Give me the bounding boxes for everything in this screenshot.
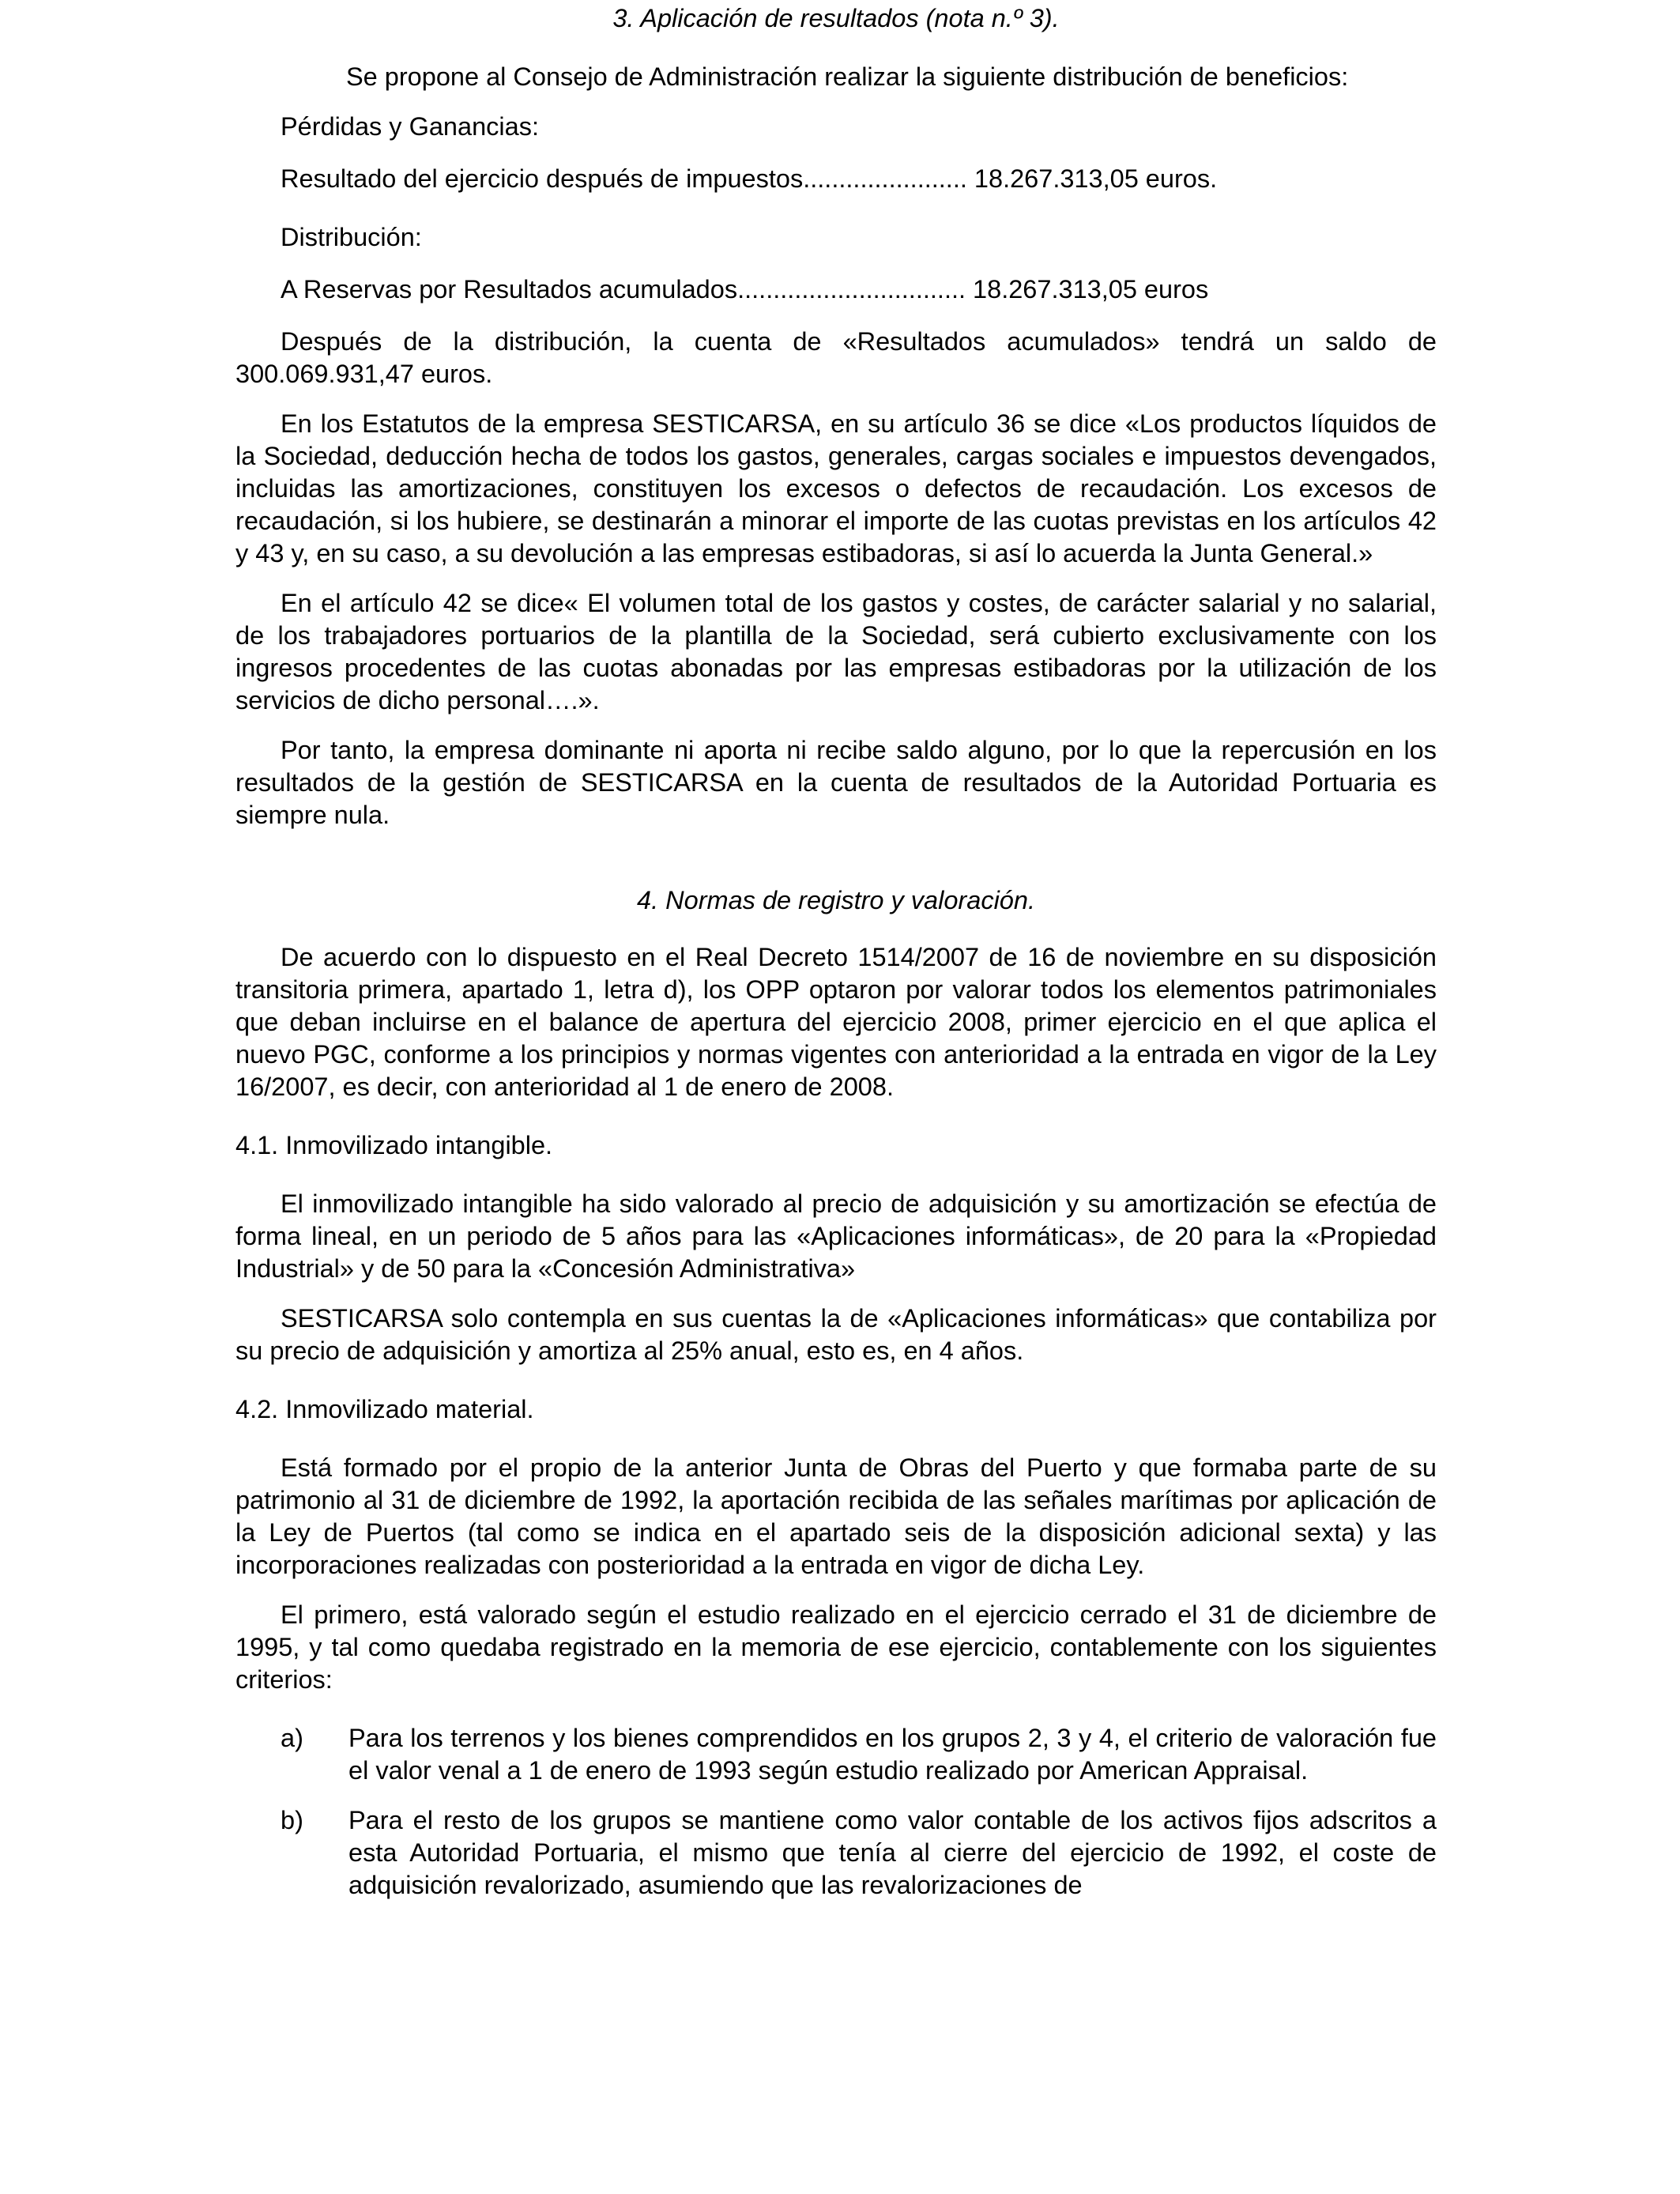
material-paragraph-1: Está formado por el propio de la anterior Junta de Obras del Puerto y que formaba parte de su patrimonio al 31 de diciembre de 1992, la aportación recibida de las señales marítimas por aplicación de la Ley de Puertos (tal como se indica en el apartado seis de la disposición adicional sexta) y las incorporaciones realizadas con posterioridad a la entrada en vigor de dicha Ley. bbox=[235, 1453, 1437, 1579]
resultado-line: Resultado del ejercicio después de impuestos....................... 18.267.313,05 euros. bbox=[281, 164, 1218, 193]
distribucion-label: Distribución: bbox=[281, 223, 422, 251]
decreto-paragraph: De acuerdo con lo dispuesto en el Real Decreto 1514/2007 de 16 de noviembre en su disposición transitoria primera, apartado 1, letra d), los OPP optaron por valorar todos los elementos patrimoniales que deban incluirse en el balance de apertura del ejercicio 2008, primer ejercicio en el que aplica el nuevo PGC, conforme a los principios y normas vigentes con anterioridad a la entrada en vigor de la Ley 16/2007, es decir, con anterioridad al 1 de enero de 2008. bbox=[235, 943, 1437, 1101]
section-4-title: 4. Normas de registro y valoración. bbox=[637, 886, 1035, 914]
material-paragraph-2: El primero, está valorado según el estudio realizado en el ejercicio cerrado el 31 de diciembre de 1995, y tal como quedaba registrado en la memoria de ese ejercicio, contablemente con los siguientes criterios: bbox=[235, 1600, 1437, 1694]
reservas-line: A Reservas por Resultados acumulados................................ 18.267.313,05 euros bbox=[281, 275, 1209, 303]
list-label-a: a) bbox=[281, 1724, 303, 1752]
list-label-b: b) bbox=[281, 1806, 303, 1834]
document-page bbox=[235, 0, 1437, 1902]
list-item-b bbox=[235, 1804, 1437, 1902]
por-tanto-paragraph: Por tanto, la empresa dominante ni aporta ni recibe saldo alguno, por lo que la repercusión en los resultados de la gestión de SESTICARSA en la cuenta de resultados de la Autoridad Portuaria es siempre nula. bbox=[235, 736, 1437, 829]
list-item-a bbox=[235, 1722, 1437, 1787]
intangible-paragraph-1: El inmovilizado intangible ha sido valorado al precio de adquisición y su amortización se efectúa de forma lineal, en un periodo de 5 años para las «Aplicaciones informáticas», de 20 para la «Propiedad Industrial» y de 50 para la «Concesión Administrativa» bbox=[235, 1189, 1437, 1283]
intro-paragraph: Se propone al Consejo de Administración realizar la siguiente distribución de beneficios: bbox=[346, 62, 1349, 91]
pyg-label: Pérdidas y Ganancias: bbox=[281, 112, 539, 141]
section-3-title: 3. Aplicación de resultados (nota n.º 3). bbox=[612, 4, 1060, 32]
list-text-b: Para el resto de los grupos se mantiene como valor contable de los activos fijos adscritos a esta Autoridad Portuaria, el mismo que tenía al cierre del ejercicio de 1992, el coste de adquisición revalorizado, asumiendo que las revalorizaciones de bbox=[348, 1806, 1437, 1899]
heading-4-2: 4.2. Inmovilizado material. bbox=[235, 1395, 534, 1423]
articulo-42-paragraph: En el artículo 42 se dice« El volumen total de los gastos y costes, de carácter salarial y no salarial, de los trabajadores portuarios de la plantilla de la Sociedad, será cubierto exclusivamente con los ingresos procedentes de las cuotas abonadas por las empresas estibadoras por la utilización de los servicios de dicho personal….». bbox=[235, 589, 1437, 714]
heading-4-1: 4.1. Inmovilizado intangible. bbox=[235, 1131, 553, 1159]
estatutos-paragraph: En los Estatutos de la empresa SESTICARSA, en su artículo 36 se dice «Los productos líquidos de la Sociedad, deducción hecha de todos los gastos, generales, cargas sociales e impuestos devengados, incluidas las amortizaciones, constituyen los excesos o defectos de recaudación. Los excesos de recaudación, si los hubiere, se destinarán a minorar el importe de las cuotas previstas en los artículos 42 y 43 y, en su caso, a su devolución a las empresas estibadoras, si así lo acuerda la Junta General.» bbox=[235, 409, 1437, 567]
intangible-paragraph-2: SESTICARSA solo contempla en sus cuentas la de «Aplicaciones informáticas» que contabiliza por su precio de adquisición y amortiza al 25% anual, esto es, en 4 años. bbox=[235, 1304, 1437, 1365]
list-text-a: Para los terrenos y los bienes comprendidos en los grupos 2, 3 y 4, el criterio de valoración fue el valor venal a 1 de enero de 1993 según estudio realizado por American Appraisal. bbox=[348, 1724, 1437, 1785]
saldo-paragraph: Después de la distribución, la cuenta de «Resultados acumulados» tendrá un saldo de 300.069.931,47 euros. bbox=[235, 327, 1437, 388]
